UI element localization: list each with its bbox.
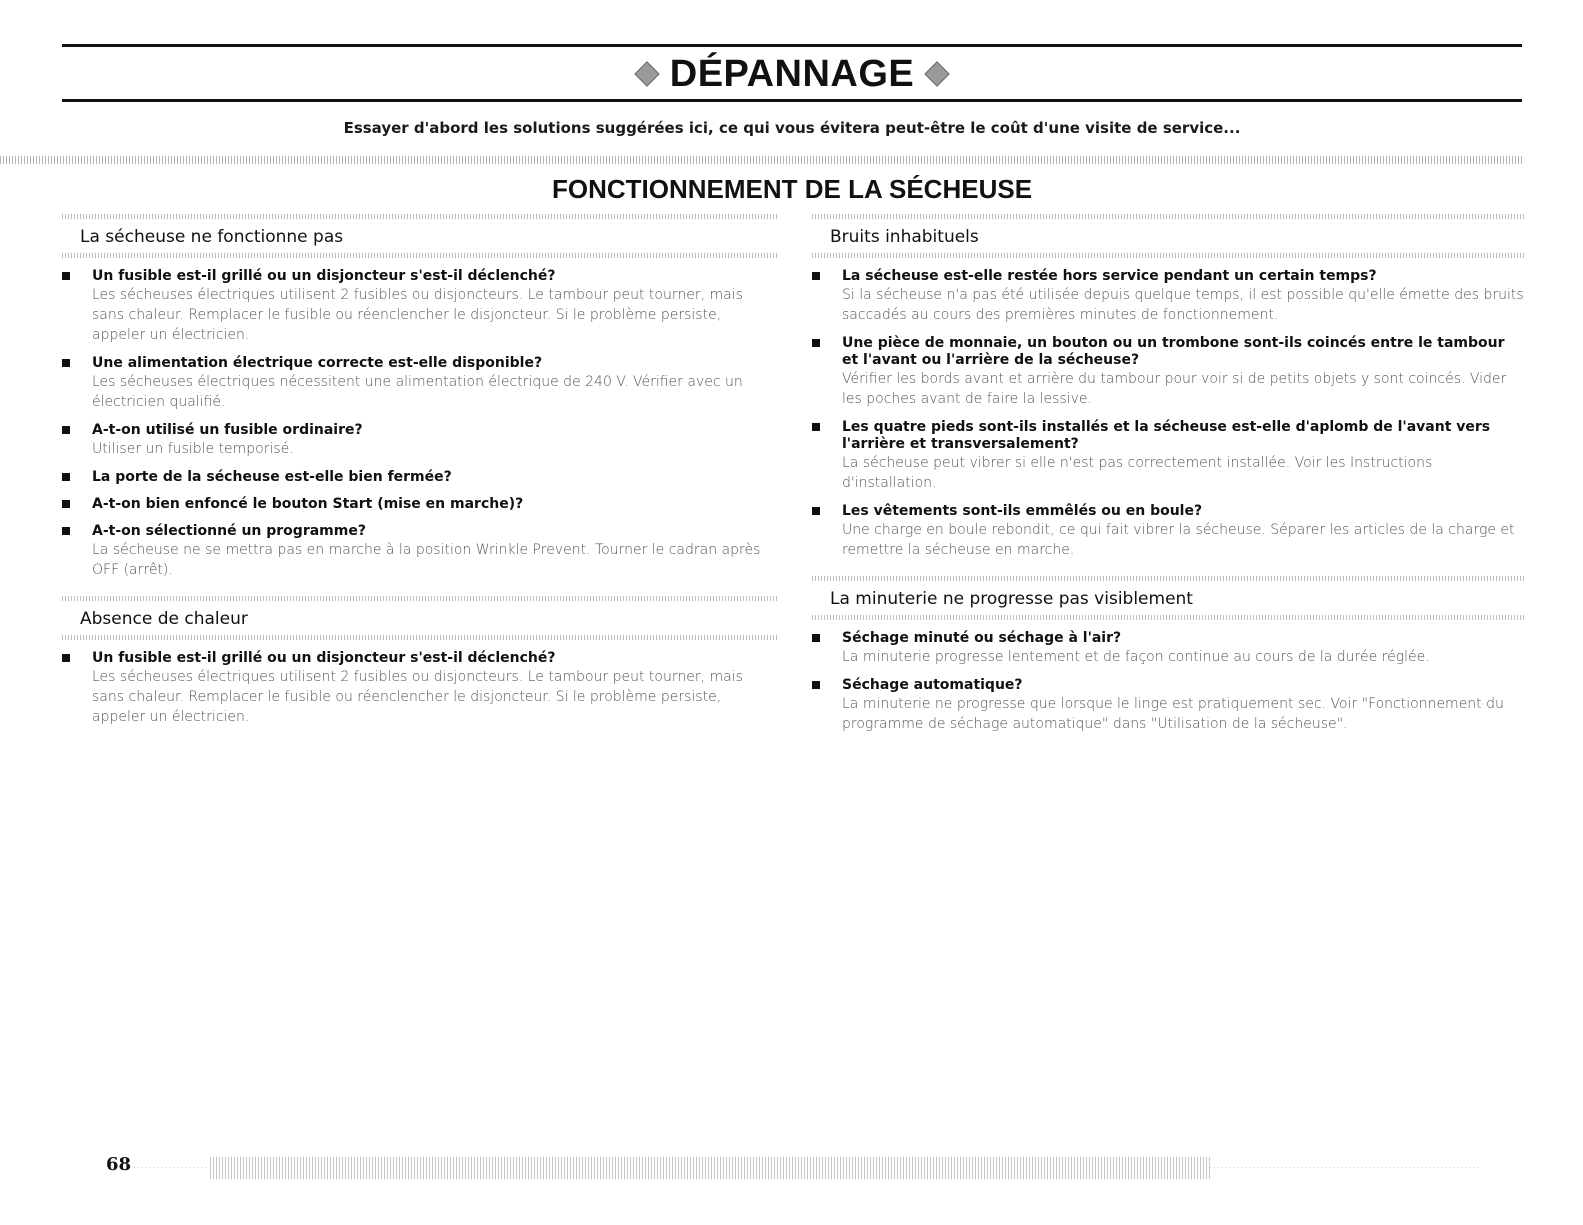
list-item [812,630,1524,667]
question: La sécheuse est-elle restée hors service pendant un certain temps? [842,268,1377,284]
question: Les quatre pieds sont-ils installés et la sécheuse est-elle d'aplomb de l'avant vers l'arrière et transversalement? [842,419,1491,452]
bullet-icon [62,272,70,280]
bullet-icon [812,339,820,347]
item-list [812,630,1524,734]
question: Les vêtements sont-ils emmêlés ou en boule? [842,503,1203,519]
answer: Utiliser un fusible temporisé. [92,441,294,457]
list-item [62,650,778,727]
bullet-icon [62,426,70,434]
list-item [812,419,1524,493]
answer: La sécheuse ne se mettra pas en marche à la position Wrinkle Prevent. Tourner le cadran après OFF (arrêt). [92,542,761,578]
list-item [812,268,1524,325]
page-title: DÉPANNAGE [669,52,915,95]
subhead-no-heat: Absence de chaleur [80,609,248,629]
intro-text: Essayer d'abord les solutions suggérées ici, ce qui vous évitera peut-être le coût d'une visite de service... [343,119,1241,137]
bullet-icon [62,359,70,367]
page-number: 68 [106,1154,132,1175]
question: Séchage automatique? [842,677,1023,693]
bullet-icon [812,507,820,515]
answer: Si la sécheuse n'a pas été utilisée depuis quelque temps, il est possible qu'elle émette des bruits saccadés au cours des premières minutes de fonctionnement. [842,287,1524,323]
question: La porte de la sécheuse est-elle bien fermée? [92,469,452,485]
diamond-icon-right [925,61,950,86]
question: A-t-on bien enfoncé le bouton Start (mise en marche)? [92,496,524,512]
question: A-t-on utilisé un fusible ordinaire? [92,422,363,438]
list-item [812,503,1524,560]
page-title-block [62,50,1522,98]
right-column [812,214,1524,744]
divider-band [0,156,1523,164]
question: Une alimentation électrique correcte est-elle disponible? [92,355,543,371]
list-item [62,422,778,459]
footer-band [210,1157,1210,1179]
bullet-icon [812,272,820,280]
bullet-icon [62,654,70,662]
top-rule [62,44,1522,47]
list-item [812,335,1524,409]
subhead-rule [812,615,1524,620]
subhead-no-start: La sécheuse ne fonctionne pas [80,227,344,247]
subhead-rule [62,253,778,258]
list-item [62,469,778,486]
bullet-icon [812,681,820,689]
subhead-unusual-noise: Bruits inhabituels [830,227,979,247]
diamond-icon-left [634,61,659,86]
answer: Les sécheuses électriques utilisent 2 fusibles ou disjoncteurs. Le tambour peut tourner, mais sans chaleur. Remplacer le fusible ou réenclencher le disjoncteur. Si le problème persiste, appeler un électricien. [92,669,743,725]
list-item [62,496,778,513]
list-item [62,268,778,345]
subhead-rule [812,253,1524,258]
bullet-icon [812,634,820,642]
subhead-timer: La minuterie ne progresse pas visiblement [830,589,1193,609]
left-column [62,214,778,737]
bullet-icon [62,527,70,535]
answer: Les sécheuses électriques utilisent 2 fusibles ou disjoncteurs. Le tambour peut tourner, mais sans chaleur. Remplacer le fusible ou réenclencher le disjoncteur. Si le problème persiste, appeler un électricien. [92,287,743,343]
bullet-icon [62,473,70,481]
item-list [62,650,778,727]
list-item [812,677,1524,734]
bullet-icon [62,500,70,508]
list-item [62,523,778,580]
question: Séchage minuté ou séchage à l'air? [842,630,1122,646]
answer: La sécheuse peut vibrer si elle n'est pas correctement installée. Voir les Instructions d'installation. [842,455,1433,491]
subhead-rule [62,635,778,640]
answer: Une charge en boule rebondit, ce qui fait vibrer la sécheuse. Séparer les articles de la charge et remettre la sécheuse en marche. [842,522,1515,558]
question: Une pièce de monnaie, un bouton ou un trombone sont-ils coincés entre le tambour et l'avant ou l'arrière de la sécheuse? [842,335,1505,368]
item-list [62,268,778,580]
answer: La minuterie ne progresse que lorsque le linge est pratiquement sec. Voir "Fonctionnement du programme de séchage automatique" dans "Utilisation de la sécheuse". [842,696,1504,732]
section-title: FONCTIONNEMENT DE LA SÉCHEUSE [551,174,1033,204]
bottom-rule [62,99,1522,102]
question: Un fusible est-il grillé ou un disjoncteur s'est-il déclenché? [92,650,556,666]
answer: La minuterie progresse lentement et de façon continue au cours de la durée réglée. [842,649,1430,665]
question: Un fusible est-il grillé ou un disjoncteur s'est-il déclenché? [92,268,556,284]
bullet-icon [812,423,820,431]
list-item [62,355,778,412]
item-list [812,268,1524,560]
answer: Les sécheuses électriques nécessitent une alimentation électrique de 240 V. Vérifier avec un électricien qualifié. [92,374,743,410]
answer: Vérifier les bords avant et arrière du tambour pour voir si de petits objets y sont coincés. Vider les poches avant de faire la lessive. [842,371,1507,407]
question: A-t-on sélectionné un programme? [92,523,366,539]
